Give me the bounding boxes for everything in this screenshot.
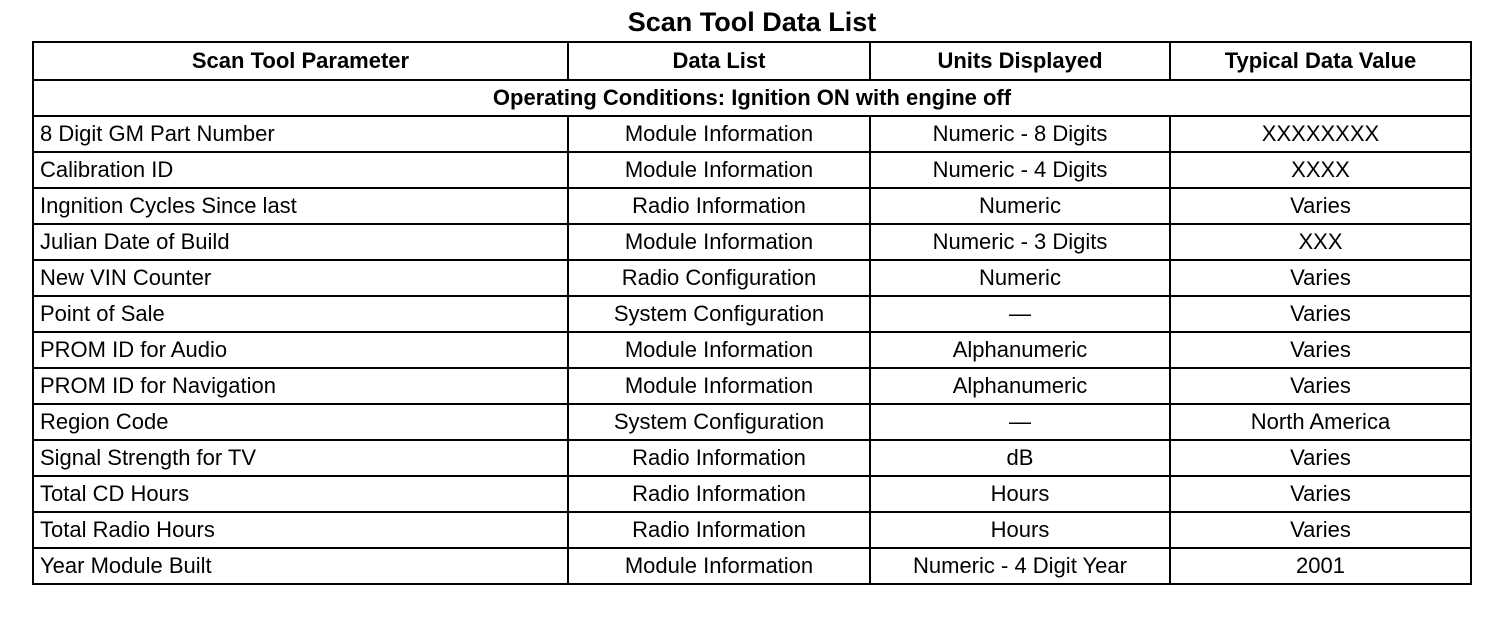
cell-units: Hours: [870, 476, 1170, 512]
cell-typical-value: Varies: [1170, 368, 1471, 404]
cell-parameter: Region Code: [33, 404, 568, 440]
cell-data-list: Module Information: [568, 332, 870, 368]
cell-units: Numeric - 4 Digits: [870, 152, 1170, 188]
cell-units: Alphanumeric: [870, 332, 1170, 368]
cell-typical-value: Varies: [1170, 332, 1471, 368]
cell-parameter: Calibration ID: [33, 152, 568, 188]
cell-units: Alphanumeric: [870, 368, 1170, 404]
cell-typical-value: Varies: [1170, 188, 1471, 224]
cell-parameter: PROM ID for Audio: [33, 332, 568, 368]
cell-typical-value: North America: [1170, 404, 1471, 440]
cell-units: —: [870, 404, 1170, 440]
cell-data-list: Radio Information: [568, 476, 870, 512]
cell-parameter: 8 Digit GM Part Number: [33, 116, 568, 152]
table-row: [33, 224, 1471, 260]
cell-parameter: Julian Date of Build: [33, 224, 568, 260]
cell-units: Numeric - 3 Digits: [870, 224, 1170, 260]
table-row: [33, 116, 1471, 152]
cell-data-list: Module Information: [568, 368, 870, 404]
header-parameter: Scan Tool Parameter: [33, 42, 568, 80]
cell-data-list: Radio Configuration: [568, 260, 870, 296]
cell-units: Numeric: [870, 188, 1170, 224]
table-row: [33, 404, 1471, 440]
cell-data-list: Module Information: [568, 548, 870, 584]
cell-parameter: Year Module Built: [33, 548, 568, 584]
header-typical-value: Typical Data Value: [1170, 42, 1471, 80]
table-row: [33, 296, 1471, 332]
cell-parameter: New VIN Counter: [33, 260, 568, 296]
page-title: Scan Tool Data List: [627, 7, 877, 37]
header-data-list: Data List: [568, 42, 870, 80]
table-row: [33, 476, 1471, 512]
cell-typical-value: Varies: [1170, 260, 1471, 296]
cell-units: Numeric - 4 Digit Year: [870, 548, 1170, 584]
cell-data-list: Module Information: [568, 152, 870, 188]
cell-units: Numeric - 8 Digits: [870, 116, 1170, 152]
cell-units: dB: [870, 440, 1170, 476]
cell-parameter: PROM ID for Navigation: [33, 368, 568, 404]
table-row: [33, 188, 1471, 224]
cell-units: —: [870, 296, 1170, 332]
table-body: [33, 80, 1471, 584]
table-row: [33, 512, 1471, 548]
cell-data-list: Module Information: [568, 224, 870, 260]
cell-typical-value: Varies: [1170, 440, 1471, 476]
cell-data-list: Radio Information: [568, 512, 870, 548]
cell-typical-value: Varies: [1170, 476, 1471, 512]
table-header-row: [33, 42, 1471, 80]
cell-units: Hours: [870, 512, 1170, 548]
cell-data-list: Radio Information: [568, 440, 870, 476]
cell-typical-value: Varies: [1170, 296, 1471, 332]
cell-typical-value: XXX: [1170, 224, 1471, 260]
cell-typical-value: Varies: [1170, 512, 1471, 548]
cell-data-list: Module Information: [568, 116, 870, 152]
cell-data-list: System Configuration: [568, 296, 870, 332]
table-row: [33, 260, 1471, 296]
table-row: [33, 332, 1471, 368]
cell-typical-value: XXXX: [1170, 152, 1471, 188]
operating-conditions-row: [33, 80, 1471, 116]
cell-parameter: Signal Strength for TV: [33, 440, 568, 476]
table-row: [33, 152, 1471, 188]
cell-typical-value: XXXXXXXX: [1170, 116, 1471, 152]
table-row: [33, 440, 1471, 476]
cell-data-list: Radio Information: [568, 188, 870, 224]
operating-conditions: Operating Conditions: Ignition ON with engine off: [33, 80, 1471, 116]
cell-units: Numeric: [870, 260, 1170, 296]
cell-parameter: Point of Sale: [33, 296, 568, 332]
cell-parameter: Total Radio Hours: [33, 512, 568, 548]
header-units: Units Displayed: [870, 42, 1170, 80]
table-row: [33, 548, 1471, 584]
cell-data-list: System Configuration: [568, 404, 870, 440]
cell-typical-value: 2001: [1170, 548, 1471, 584]
cell-parameter: Ingnition Cycles Since last: [33, 188, 568, 224]
cell-parameter: Total CD Hours: [33, 476, 568, 512]
table-row: [33, 368, 1471, 404]
scan-tool-data-table: [32, 41, 1472, 585]
